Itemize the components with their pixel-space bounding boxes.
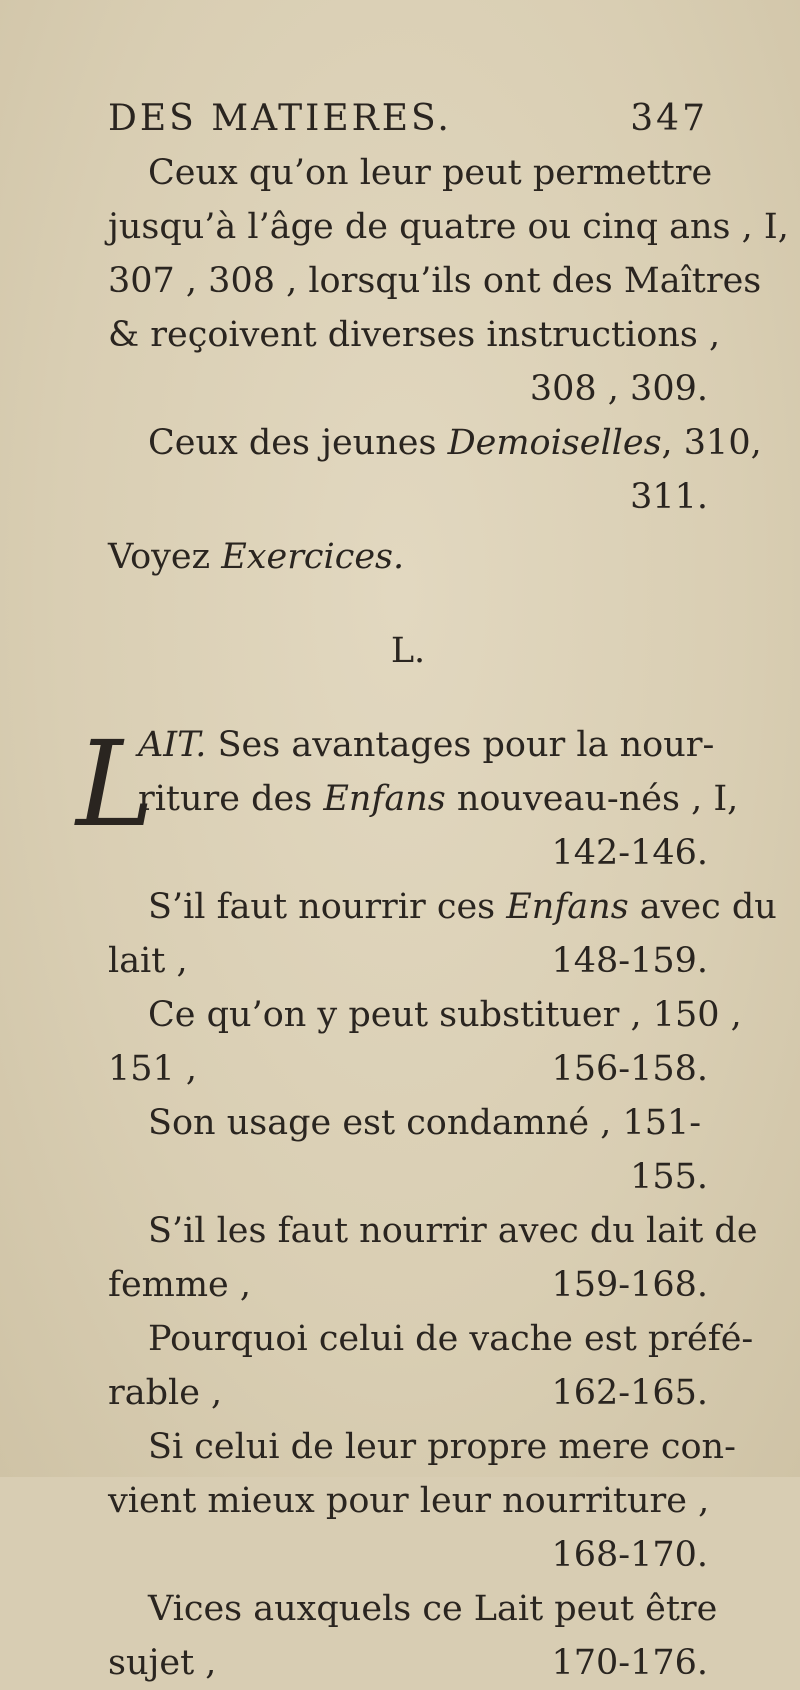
index-line: lait , 148-159.	[108, 941, 708, 981]
index-line: sujet , 170-176.	[108, 1643, 708, 1683]
index-line: Ceux des jeunes Demoiselles, 310,	[148, 423, 762, 463]
index-line: 308 , 309.	[529, 369, 708, 409]
lait-entry-line: 142-146.	[551, 833, 708, 873]
index-line: jusqu’à l’âge de quatre ou cinq ans , I,	[108, 207, 789, 247]
drop-cap: L	[76, 715, 155, 853]
index-line: vient mieux pour leur nourriture ,	[108, 1481, 710, 1521]
index-line: & reçoivent diverses instructions ,	[108, 315, 721, 355]
lait-entry-line: L AIT. Ses avantages pour la nour-	[76, 715, 715, 853]
header-title: DES MATIERES.	[108, 98, 452, 139]
index-line: 307 , 308 , lorsqu’ils ont des Maîtres	[108, 261, 762, 301]
index-line: 168-170.	[551, 1535, 708, 1575]
index-line: S’il faut nourrir ces Enfans avec du	[148, 887, 777, 927]
index-line: Son usage est condamné , 151-	[148, 1103, 702, 1143]
section-letter: L.	[390, 631, 426, 671]
index-line: Ceux qu’on leur peut permettre	[148, 153, 713, 193]
index-line: 151 , 156-158.	[108, 1049, 708, 1089]
index-line: femme , 159-168.	[108, 1265, 708, 1305]
index-line: 155.	[630, 1157, 708, 1197]
running-header	[108, 92, 708, 146]
index-line: Si celui de leur propre mere con-	[148, 1427, 736, 1467]
index-line: rable , 162-165.	[108, 1373, 708, 1413]
cross-reference: Voyez Exercices.	[108, 537, 405, 577]
index-line: Pourquoi celui de vache est préfé-	[148, 1319, 754, 1359]
index-line: S’il les faut nourrir avec du lait de	[148, 1211, 758, 1251]
lait-entry-line: riture des Enfans nouveau-nés , I,	[138, 779, 739, 819]
index-line: Ce qu’on y peut substituer , 150 ,	[148, 995, 742, 1035]
index-content	[76, 92, 789, 1690]
page-number: 347	[630, 98, 708, 139]
index-line: Vices auxquels ce Lait peut être	[148, 1589, 718, 1629]
index-line: 311.	[630, 477, 708, 517]
